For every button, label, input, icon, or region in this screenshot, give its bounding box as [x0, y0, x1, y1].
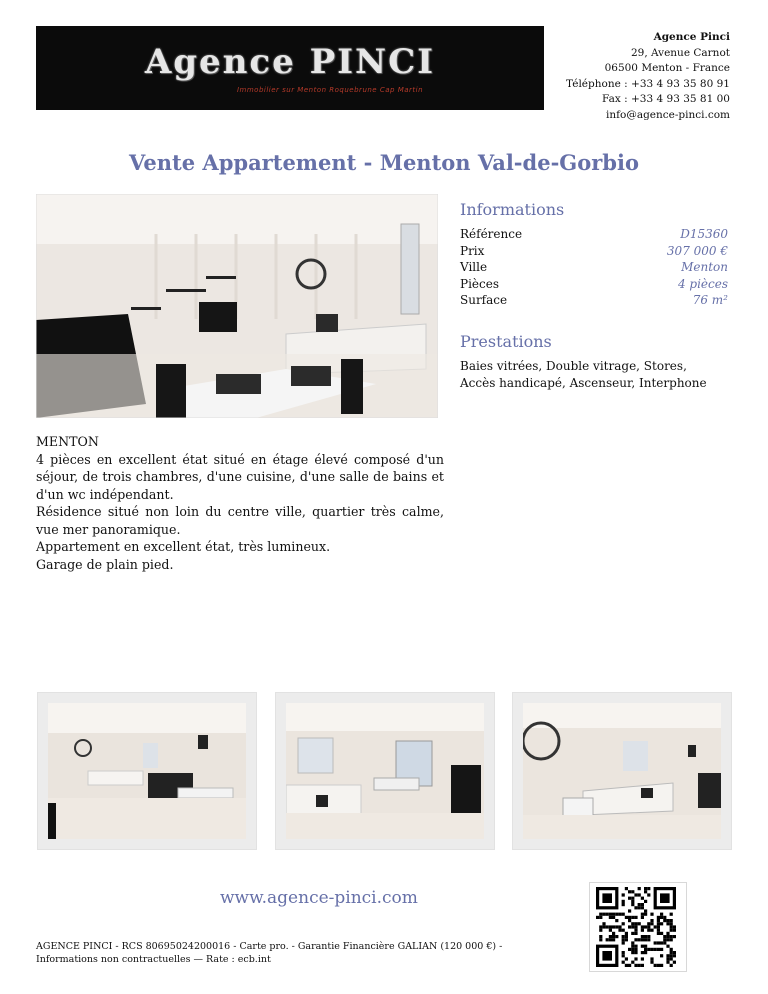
info-row-rooms	[460, 276, 728, 293]
logo-text: Agence PINCI	[144, 42, 436, 82]
info-row-surface	[460, 292, 728, 309]
property-description	[36, 433, 444, 573]
agency-address-line2: 06500 Menton - France	[604, 62, 730, 74]
thumbnail-image	[523, 703, 721, 839]
info-label: Ville	[460, 260, 488, 274]
info-value: D15360	[680, 227, 728, 241]
agency-fax: Fax : +33 4 93 35 81 00	[602, 93, 730, 105]
agency-name: Agence Pinci	[653, 31, 730, 43]
legal-line: Informations non contractuelles — Rate : ecb.int	[36, 954, 271, 965]
logo-tagline: Immobilier sur Menton Roquebrune Cap Martin	[236, 86, 424, 94]
info-label: Surface	[460, 293, 508, 307]
description-paragraph: Garage de plain pied.	[36, 556, 174, 572]
info-value: 307 000 €	[666, 243, 728, 258]
info-row-reference	[460, 226, 728, 243]
info-label: Prix	[460, 243, 485, 258]
thumbnail-photo-1[interactable]	[37, 692, 257, 850]
info-value: 76 m²	[692, 293, 728, 307]
prestations-list	[460, 358, 750, 392]
prestations-heading: Prestations	[460, 332, 552, 351]
info-label: Référence	[460, 227, 523, 241]
prestations-line: Baies vitrées, Double vitrage, Stores,	[460, 359, 687, 373]
page-title: Vente Appartement - Menton Val-de-Gorbio	[129, 150, 639, 175]
thumbnail-photo-2[interactable]	[275, 692, 495, 850]
agency-contact-block	[566, 30, 730, 123]
info-row-price	[460, 243, 728, 260]
info-value: Menton	[681, 260, 728, 274]
legal-footer	[36, 940, 576, 966]
description-paragraph: 4 pièces en excellent état situé en étage élevé composé d'un séjour, de trois chambres, d'une cuisine, d'une salle de bains et d'un wc indépendant.	[36, 451, 444, 502]
informations-table	[460, 226, 728, 309]
informations-heading: Informations	[460, 200, 565, 219]
thumbnail-image	[48, 703, 246, 839]
info-label: Pièces	[460, 276, 499, 291]
description-city: MENTON	[36, 434, 99, 449]
website-link[interactable]: www.agence-pinci.com	[220, 888, 418, 908]
thumbnail-photo-3[interactable]	[512, 692, 732, 850]
thumbnail-image	[286, 703, 484, 839]
agency-logo	[36, 26, 544, 110]
description-paragraph: Résidence situé non loin du centre ville, quartier très calme, vue mer panoramique.	[36, 504, 444, 537]
agency-phone: Téléphone : +33 4 93 35 80 91	[566, 77, 730, 90]
legal-line: AGENCE PINCI - RCS 80695024200016 - Carte pro. - Garantie Financière GALIAN (120 000 €) -	[36, 941, 503, 952]
info-value: 4 pièces	[677, 276, 728, 291]
info-row-city	[460, 259, 728, 276]
agency-email[interactable]: info@agence-pinci.com	[605, 108, 730, 121]
qr-code-icon	[589, 882, 687, 972]
prestations-line: Accès handicapé, Ascenseur, Interphone	[460, 376, 707, 390]
main-property-photo	[36, 194, 438, 418]
description-paragraph: Appartement en excellent état, très lumineux.	[36, 539, 331, 554]
agency-address-line1: 29, Avenue Carnot	[630, 46, 730, 59]
